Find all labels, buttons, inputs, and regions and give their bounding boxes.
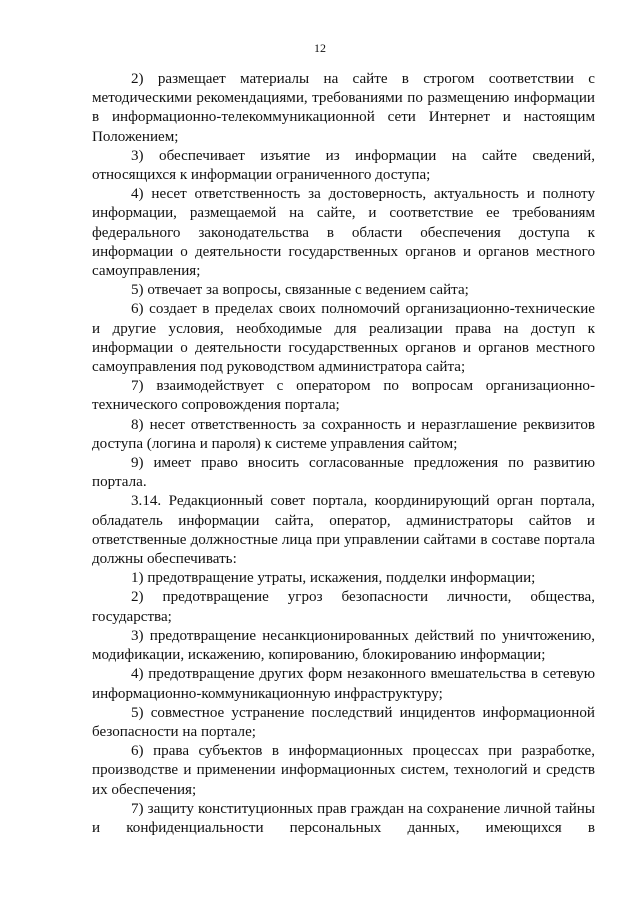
page-number: 12 (314, 41, 326, 55)
paragraph: 6) создает в пределах своих полномочий организационно-технические и другие условия, необходимые для реализации права на доступ к информации о деятельности государственных органов и органов местного самоуправления под руководством администратора сайта; (92, 301, 595, 376)
paragraph: 3) обеспечивает изъятие из информации на сайте сведений, относящихся к информации ограниченного доступа; (92, 147, 595, 184)
paragraph: 7) защиту конституционных прав граждан на сохранение личной тайны и конфиденциальности персональных данных, имеющихся в (92, 800, 595, 836)
paragraph: 4) предотвращение других форм незаконного вмешательства в сетевую информационно-коммуникационную инфраструктуру; (92, 666, 595, 702)
paragraph: 2) размещает материалы на сайте в строгом соответствии с методическими рекомендациями, требованиями по размещению информации в информационно-телекоммуникационной сети Интернет и настоящим Положением; (92, 71, 595, 145)
paragraph: 7) взаимодействует с оператором по вопросам организационно-технического сопровождения портала; (92, 378, 595, 414)
paragraph: 5) отвечает за вопросы, связанные с ведением сайта; (131, 282, 469, 299)
paragraph: 4) несет ответственность за достоверность, актуальность и полноту информации, размещаемой на сайте, и соответствие ее требованиям федерального законодательства в области обеспечения доступа к информации о деятельности государственных органов и органов местного самоуправления; (92, 186, 595, 280)
paragraph: 9) имеет право вносить согласованные предложения по развитию портала. (92, 455, 595, 491)
paragraph: 3) предотвращение несанкционированных действий по уничтожению, модификации, искажению, копированию, блокированию информации; (92, 627, 595, 664)
paragraph: 8) несет ответственность за сохранность и неразглашение реквизитов доступа (логина и пароля) к системе управления сайтом; (92, 416, 595, 452)
document-body (92, 70, 595, 838)
paragraph: 3.14. Редакционный совет портала, координирующий орган портала, обладатель информации сайта, оператор, администраторы сайтов и ответственные должностные лица при управлении сайтами в составе портала должны обеспечивать: (92, 493, 595, 568)
paragraph: 2) предотвращение угроз безопасности личности, общества, государства; (92, 589, 595, 625)
paragraph: 6) права субъектов в информационных процессах при разработке, производстве и применении информационных систем, технологий и средств их обеспечения; (92, 743, 595, 798)
paragraph: 1) предотвращение утраты, искажения, подделки информации; (131, 570, 536, 587)
paragraph: 5) совместное устранение последствий инцидентов информационной безопасности на портале; (92, 704, 595, 740)
